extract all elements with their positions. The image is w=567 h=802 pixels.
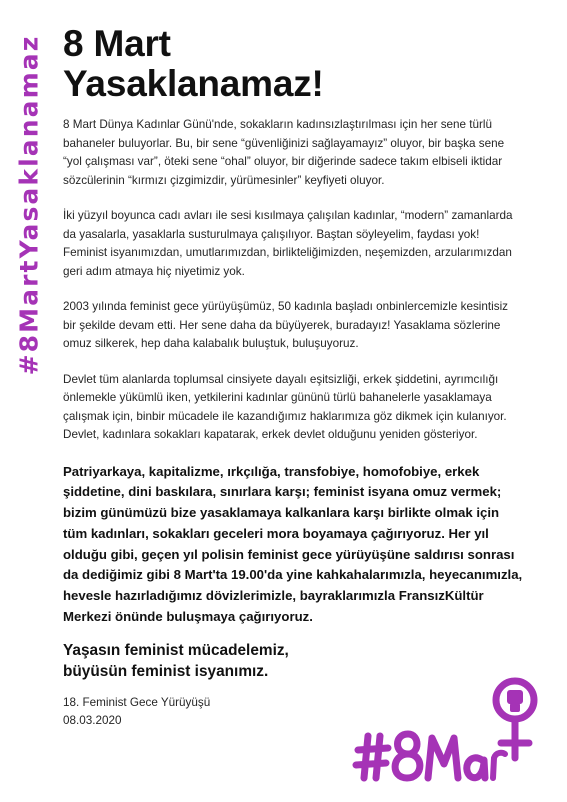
title-line-2: Yasaklanamaz!: [63, 63, 324, 104]
statement-body: [63, 116, 523, 748]
hashtag-lettering: [356, 734, 485, 778]
8mart-logo: [350, 668, 550, 788]
slogan-line-1: Yaşasın feminist mücadelemiz,: [63, 641, 289, 659]
side-hashtag: [12, 30, 46, 380]
slogan-line-2: büyüsün feminist isyanımız.: [63, 662, 269, 680]
paragraph-2: İki yüzyıl boyunca cadı avları ile sesi kısılmaya çalışılan kadınlar, “modern” zamanlarda da yasalarla, yasaklarla susturulmaya çalışılıyor. Baştan söyleyelim, faydası yok! Feminist isyanımızdan, umutlarımızdan, birlikteliğimizden, neşemizden, arzularımızdan geri adım atmaya hiç niyetimiz yok.: [63, 209, 513, 278]
paragraph-4: Devlet tüm alanlarda toplumsal cinsiyete dayalı eşitsizliği, erkek şiddetini, ayrımcılığı önlemekle yükümlü iken, yetkilerini kadınlar gününü türlü bahanelerle yasaklamaya çalışmak için, binbir mücadele ile kazandığımız haklarımıza göz dikmek için kulanıyor. Devlet, kadınlara sokakları kapatarak, erkek devlet olduğunu yeniden gösteriyor.: [63, 372, 507, 441]
signature-date: 08.03.2020: [63, 714, 122, 728]
signature-event: 18. Feminist Gece Yürüyüşü: [63, 695, 211, 709]
side-hashtag-text: #8MartYasaklanamaz: [14, 34, 44, 376]
page-title: [63, 24, 324, 104]
title-line-1: 8 Mart: [63, 23, 171, 64]
fist-icon: [507, 690, 523, 712]
paragraph-3: 2003 yılında feminist gece yürüyüşümüz, 50 kadınla başladı onbinlercemizle kesintisiz bir şekilde devam etti. Her sene daha da büyüyerek, buradayız! Yasaklama sözlerine omuz silkerek, hep daha kalabalık buluştuk, buluşuyoruz.: [63, 300, 509, 350]
call-to-action: Patriyarkaya, kapitalizme, ırkçılığa, transfobiye, homofobiye, erkek şiddetine, dini baskılara, sınırlara karşı; feminist isyana omuz vermek; bizim günümüzü bize yasaklamaya kalkanlara karşı birlikte olmak için tüm kadınları, sokakları geceleri mora boyamaya çağırıyoruz. Her yıl olduğu gibi, geçen yıl polisin feminist gece yürüyüşüne saldırısı sonrası da dediğimiz gibi 8 Mart'ta 19.00'da yine kahkahalarımızla, heyecanımızla, hevesle hazırladığımız dövizlerimizle, bayraklarımızla FransızKültür Merkezi önünde buluşmaya çağırıyoruz.: [63, 463, 523, 625]
paragraph-1: 8 Mart Dünya Kadınlar Günü'nde, sokakların kadınsızlaştırılması için her sene türlü bahaneler buluyorlar. Bu, bir sene “güvenliğinizi sağlayamayız” oluyor, bir başka sene “yol çalışması var”, öteki sene “ohal” oluyor, bir diğerinde sadece takım elbiseli iktidar sözcülerinin “kırmızı çizgimizdir, yürümesinler” keyfiyeti oluyor.: [63, 118, 505, 187]
